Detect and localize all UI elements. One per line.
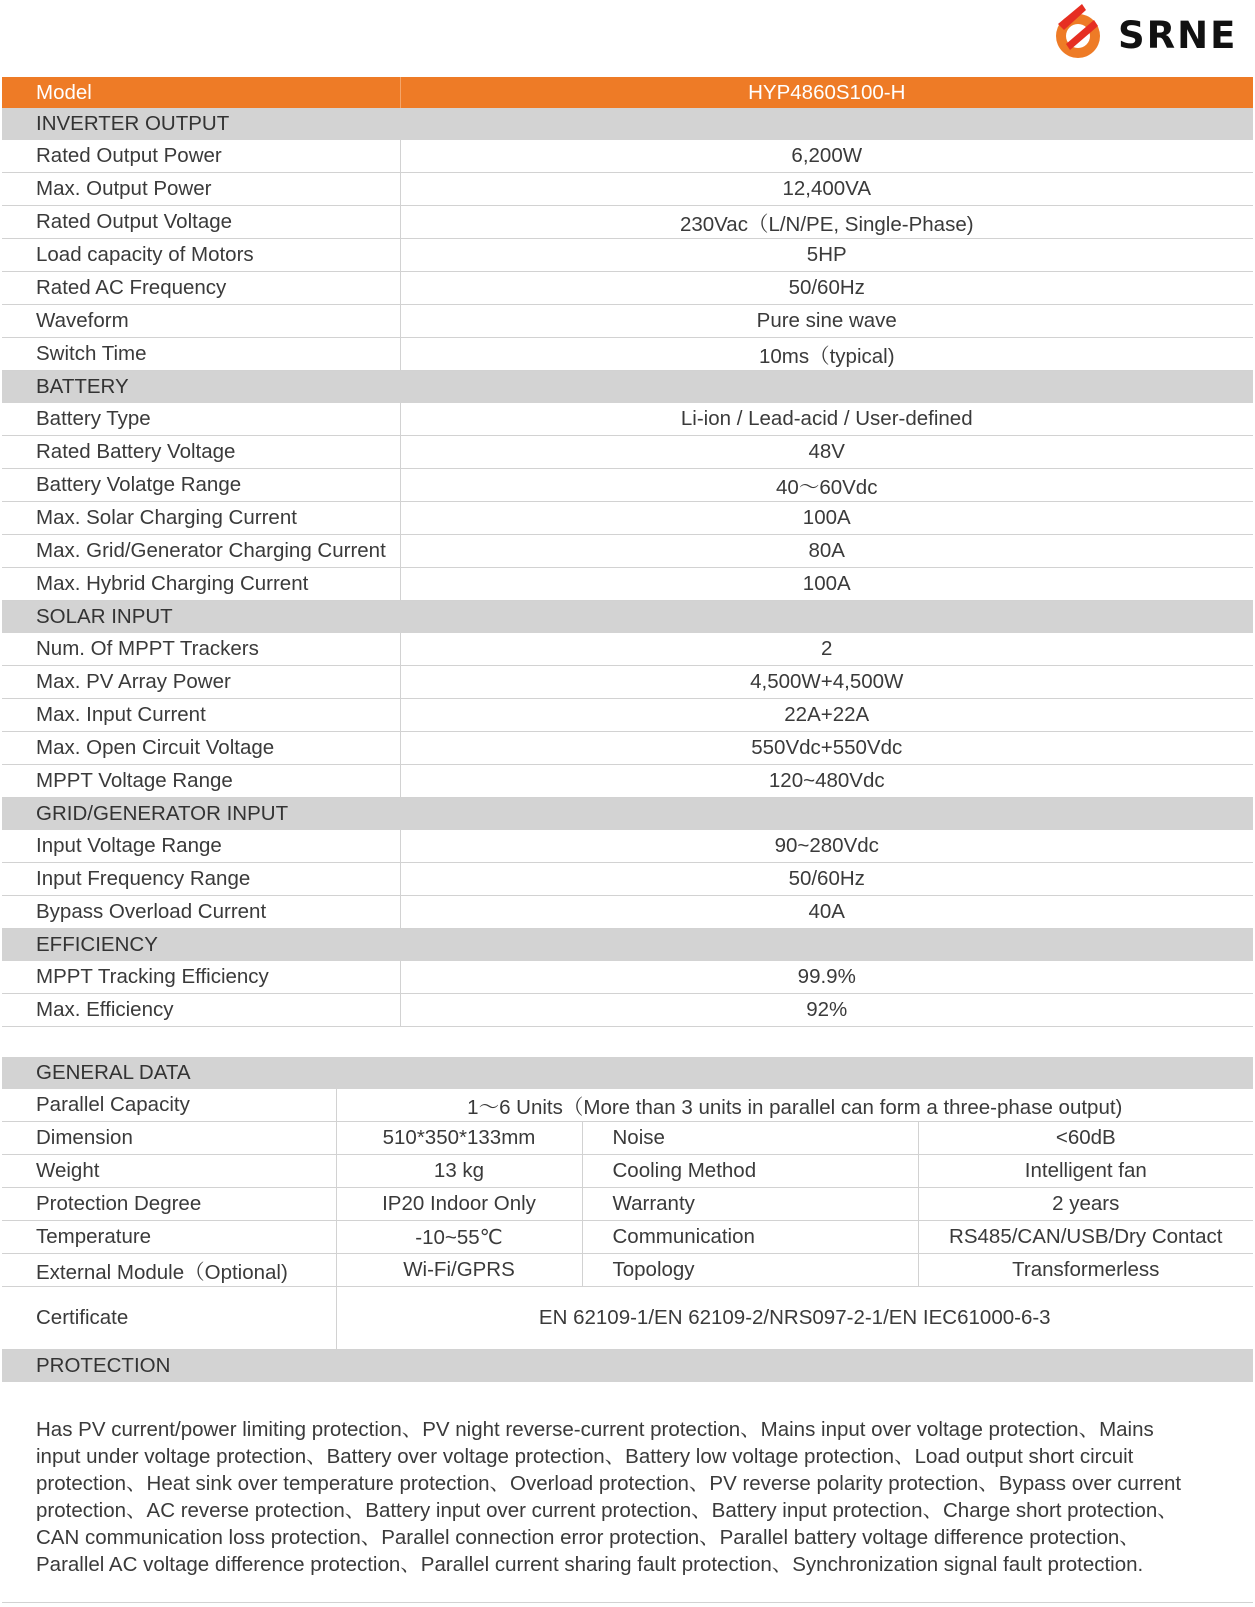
spec-label: Weight xyxy=(2,1155,336,1188)
spec-label: Parallel Capacity xyxy=(2,1089,336,1122)
spec-label: Max. Efficiency xyxy=(2,994,400,1027)
section-header-inverter-output xyxy=(2,108,1253,140)
spec-row xyxy=(2,568,1253,601)
spec-value: 230Vac（L/N/PE, Single-Phase) xyxy=(400,206,1253,239)
spec-label: Max. PV Array Power xyxy=(2,666,400,699)
spec-value: 10ms（typical) xyxy=(400,338,1253,371)
section-header-general xyxy=(2,1057,1253,1089)
spec-label: MPPT Tracking Efficiency xyxy=(2,961,400,994)
spec-label: External Module（Optional) xyxy=(2,1254,336,1287)
spec-row xyxy=(2,896,1253,929)
spec-label: Waveform xyxy=(2,305,400,338)
spec-value-secondary: Intelligent fan xyxy=(918,1155,1253,1188)
spec-label: Dimension xyxy=(2,1122,336,1155)
spec-label: Max. Grid/Generator Charging Current xyxy=(2,535,400,568)
spec-label: MPPT Voltage Range xyxy=(2,765,400,798)
spec-row xyxy=(2,699,1253,732)
general-spec-row xyxy=(2,1122,1253,1155)
spec-row xyxy=(2,272,1253,305)
spec-value: 48V xyxy=(400,436,1253,469)
spec-value: 12,400VA xyxy=(400,173,1253,206)
spec-value: 1～6 Units（More than 3 units in parallel can form a three-phase output) xyxy=(336,1089,1253,1122)
spec-value: 90~280Vdc xyxy=(400,830,1253,863)
spec-label: Input Frequency Range xyxy=(2,863,400,896)
spec-label-secondary: Noise xyxy=(582,1122,918,1155)
general-spec-row xyxy=(2,1188,1253,1221)
spec-row xyxy=(2,666,1253,699)
spec-value: -10~55℃ xyxy=(336,1221,582,1254)
spec-value: Wi-Fi/GPRS xyxy=(336,1254,582,1287)
spec-label: Rated AC Frequency xyxy=(2,272,400,305)
parallel-capacity-row xyxy=(2,1089,1253,1122)
protection-description: Has PV current/power limiting protection、PV night reverse-current protection、Mains input over voltage protection、Mains input under voltage protection、Battery over voltage protection、Battery low voltage protection、Load output short circuit protection、Heat sink over temperature protection、Overload protection、PV reverse polarity protection、Bypass over current protection、AC reverse protection、Battery input over current protection、Battery input protection、Charge short protection、CAN communication loss protection、Parallel connection error protection、Parallel battery voltage difference protection、Parallel AC voltage difference protection、Parallel current sharing fault protection、Synchronization signal fault protection. xyxy=(2,1382,1253,1603)
model-row xyxy=(2,77,1253,108)
section-title: BATTERY xyxy=(2,371,1253,404)
spec-row xyxy=(2,469,1253,502)
model-value: HYP4860S100-H xyxy=(400,77,1253,108)
certificate-row xyxy=(2,1287,1253,1350)
spec-value-secondary: <60dB xyxy=(918,1122,1253,1155)
spec-label: Protection Degree xyxy=(2,1188,336,1221)
spec-label: Max. Input Current xyxy=(2,699,400,732)
spec-row xyxy=(2,732,1253,765)
spec-row xyxy=(2,765,1253,798)
spec-value: 50/60Hz xyxy=(400,272,1253,305)
spec-label: Temperature xyxy=(2,1221,336,1254)
spec-row xyxy=(2,961,1253,994)
brand-name: SRNE xyxy=(1118,14,1238,57)
spec-value: IP20 Indoor Only xyxy=(336,1188,582,1221)
spec-row xyxy=(2,633,1253,666)
spec-value: 5HP xyxy=(400,239,1253,272)
spec-label: Bypass Overload Current xyxy=(2,896,400,929)
spec-value: 22A+22A xyxy=(400,699,1253,732)
spec-value: 550Vdc+550Vdc xyxy=(400,732,1253,765)
spec-row xyxy=(2,403,1253,436)
spec-row xyxy=(2,994,1253,1027)
spec-sheet xyxy=(2,77,1253,1603)
spec-value: 6,200W xyxy=(400,140,1253,173)
spec-value: 2 xyxy=(400,633,1253,666)
spec-row xyxy=(2,239,1253,272)
spec-row xyxy=(2,436,1253,469)
spec-value: 120~480Vdc xyxy=(400,765,1253,798)
spec-label: Battery Type xyxy=(2,403,400,436)
general-spec-row xyxy=(2,1155,1253,1188)
spec-row xyxy=(2,206,1253,239)
section-header-protection xyxy=(2,1350,1253,1383)
spec-label: Num. Of MPPT Trackers xyxy=(2,633,400,666)
section-title: GRID/GENERATOR INPUT xyxy=(2,798,1253,831)
spec-value: 13 kg xyxy=(336,1155,582,1188)
spec-label: Switch Time xyxy=(2,338,400,371)
spec-value: 80A xyxy=(400,535,1253,568)
spec-value-secondary: Transformerless xyxy=(918,1254,1253,1287)
spec-label: Rated Output Power xyxy=(2,140,400,173)
section-header-solar-input xyxy=(2,601,1253,634)
spec-label: Load capacity of Motors xyxy=(2,239,400,272)
spec-label-secondary: Communication xyxy=(582,1221,918,1254)
general-spec-row xyxy=(2,1221,1253,1254)
section-title: INVERTER OUTPUT xyxy=(2,108,1253,140)
section-title: PROTECTION xyxy=(2,1350,1253,1383)
srne-logo-icon xyxy=(1044,0,1114,70)
spec-row xyxy=(2,140,1253,173)
spec-label: Rated Output Voltage xyxy=(2,206,400,239)
spec-value: 40～60Vdc xyxy=(400,469,1253,502)
spec-row xyxy=(2,535,1253,568)
spec-value: 4,500W+4,500W xyxy=(400,666,1253,699)
spec-label: Max. Solar Charging Current xyxy=(2,502,400,535)
spec-row xyxy=(2,305,1253,338)
spec-value: 510*350*133mm xyxy=(336,1122,582,1155)
section-gap xyxy=(2,1027,1253,1057)
spec-row xyxy=(2,830,1253,863)
section-header-grid-generator-input xyxy=(2,798,1253,831)
spec-label: Certificate xyxy=(2,1287,336,1350)
spec-value: 99.9% xyxy=(400,961,1253,994)
spec-value: 100A xyxy=(400,502,1253,535)
spec-label: Battery Volatge Range xyxy=(2,469,400,502)
spec-value-secondary: RS485/CAN/USB/Dry Contact xyxy=(918,1221,1253,1254)
spec-value: 92% xyxy=(400,994,1253,1027)
spec-label-secondary: Warranty xyxy=(582,1188,918,1221)
spec-label: Max. Output Power xyxy=(2,173,400,206)
spec-value: 100A xyxy=(400,568,1253,601)
spec-row xyxy=(2,863,1253,896)
certificate-table xyxy=(2,1287,1253,1382)
spec-row xyxy=(2,173,1253,206)
spec-label: Max. Hybrid Charging Current xyxy=(2,568,400,601)
spec-value: Li-ion / Lead-acid / User-defined xyxy=(400,403,1253,436)
spec-value: 50/60Hz xyxy=(400,863,1253,896)
spec-table-main xyxy=(2,77,1253,1027)
spec-row xyxy=(2,338,1253,371)
spec-label: Rated Battery Voltage xyxy=(2,436,400,469)
model-label: Model xyxy=(2,77,400,108)
spec-value: Pure sine wave xyxy=(400,305,1253,338)
spec-label: Input Voltage Range xyxy=(2,830,400,863)
spec-value: 40A xyxy=(400,896,1253,929)
section-title: EFFICIENCY xyxy=(2,929,1253,962)
brand-logo xyxy=(1040,0,1255,70)
section-title: SOLAR INPUT xyxy=(2,601,1253,634)
general-data-table xyxy=(2,1057,1253,1287)
spec-value-secondary: 2 years xyxy=(918,1188,1253,1221)
section-header-efficiency xyxy=(2,929,1253,962)
spec-label-secondary: Topology xyxy=(582,1254,918,1287)
section-title: GENERAL DATA xyxy=(2,1057,1253,1089)
spec-label-secondary: Cooling Method xyxy=(582,1155,918,1188)
general-spec-row xyxy=(2,1254,1253,1287)
spec-row xyxy=(2,502,1253,535)
spec-value: EN 62109-1/EN 62109-2/NRS097-2-1/EN IEC61000-6-3 xyxy=(336,1287,1253,1350)
section-header-battery xyxy=(2,371,1253,404)
spec-label: Max. Open Circuit Voltage xyxy=(2,732,400,765)
